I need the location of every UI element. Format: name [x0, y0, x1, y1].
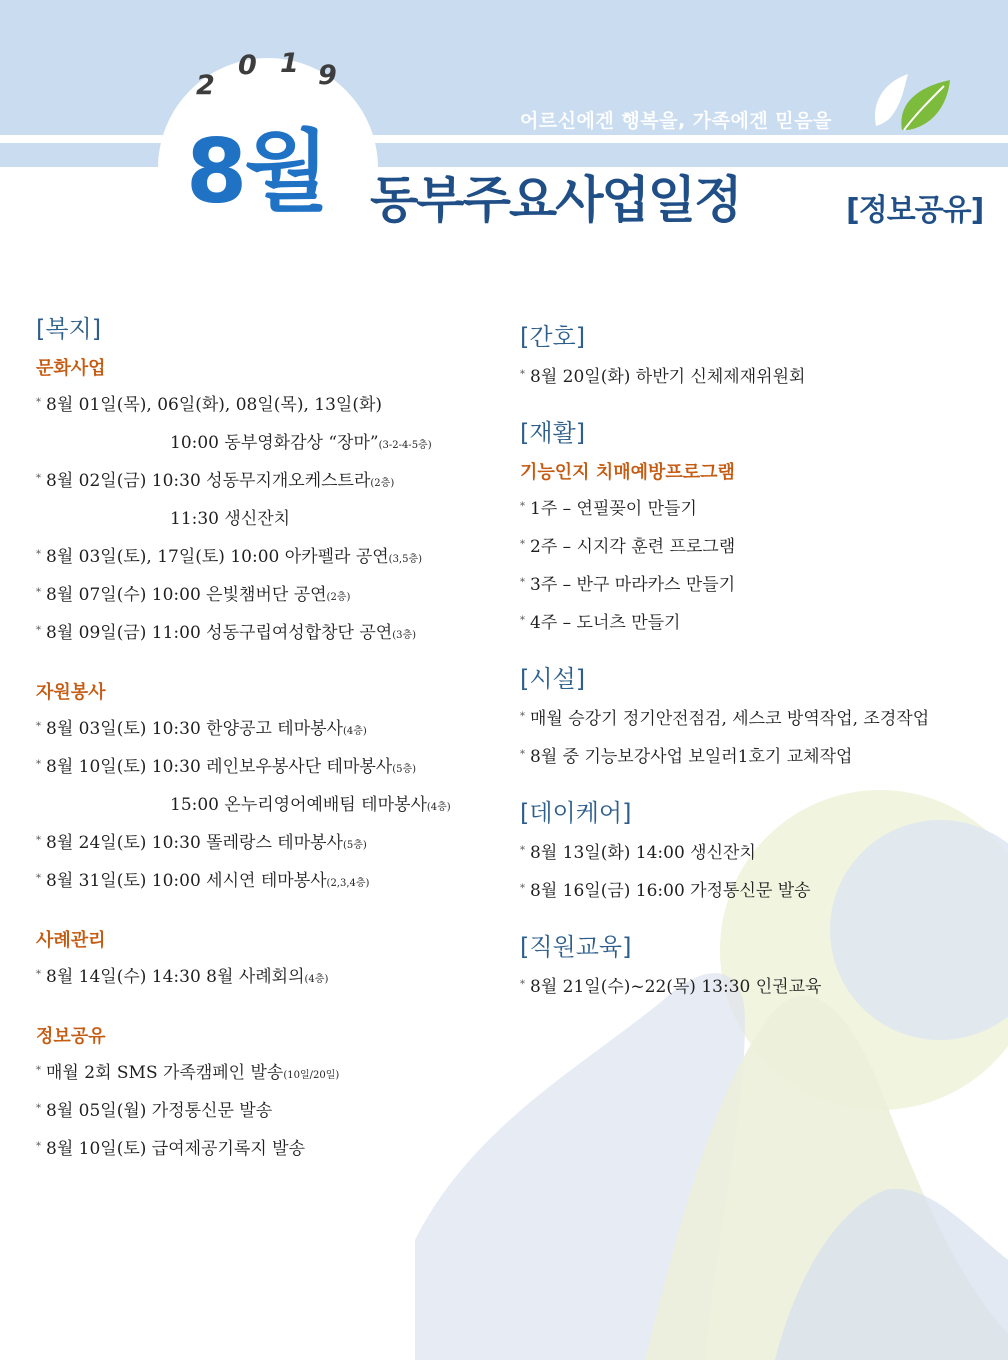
bullet-mark: * [36, 969, 41, 980]
spacer [520, 916, 1000, 930]
list-item: * 8월 01일(목), 06일(화), 08일(목), 13일(화) [36, 395, 383, 415]
bullet-mark: * [36, 625, 41, 636]
subcategory-rehab-program: 기능인지 치매예방프로그램 [520, 462, 735, 483]
list-item: * 매월 승강기 정기안전점검, 세스코 방역작업, 조경작업 [520, 709, 930, 729]
list-item: * 1주 – 연필꽂이 만들기 [520, 499, 697, 519]
right-column [520, 320, 1000, 1012]
category-daycare: [데이케어] [520, 799, 632, 827]
sub-title: [정보공유] [846, 193, 984, 228]
list-item: * 3주 – 반구 마라카스 만들기 [520, 575, 736, 595]
bullet-mark: * [520, 539, 525, 550]
list-item: * 8월 03일(토), 17일(토) 10:00 아카펠라 공연(3,5층) [36, 547, 423, 567]
list-item: 11:30 생신잔치 [170, 509, 291, 529]
bullet-mark: * [36, 549, 41, 560]
subcategory-culture: 문화사업 [36, 358, 106, 379]
list-item: 10:00 동부영화감상 “장마”(3-2-4-5층) [170, 433, 432, 453]
bullet-mark: * [36, 473, 41, 484]
subcategory-case: 사례관리 [36, 930, 106, 951]
list-item: * 매월 2회 SMS 가족캠페인 발송(10일/20일) [36, 1063, 340, 1083]
left-column [36, 312, 506, 1174]
bullet-mark: * [36, 1065, 41, 1076]
bullet-mark: * [520, 501, 525, 512]
subcategory-volunteer: 자원봉사 [36, 682, 106, 703]
bullet-mark: * [36, 873, 41, 884]
spacer [36, 1002, 506, 1024]
main-title: 동부주요사업일정 [370, 171, 741, 229]
year-digit: 9 [318, 60, 337, 91]
category-welfare: [복지] [36, 315, 102, 343]
list-item: * 8월 24일(토) 10:30 똘레랑스 테마봉사(5층) [36, 833, 367, 853]
list-item: * 8월 31일(토) 10:00 세시연 테마봉사(2,3,4층) [36, 871, 370, 891]
list-item: * 4주 – 도너츠 만들기 [520, 613, 681, 633]
list-item: * 8월 10일(토) 급여제공기록지 발송 [36, 1139, 305, 1159]
list-item: * 8월 21일(수)~22(목) 13:30 인권교육 [520, 977, 822, 997]
spacer [36, 658, 506, 680]
spacer [520, 782, 1000, 796]
list-item: * 8월 02일(금) 10:30 성동무지개오케스트라(2층) [36, 471, 395, 491]
list-item: * 8월 03일(토) 10:30 한양공고 테마봉사(4층) [36, 719, 367, 739]
bullet-mark: * [520, 711, 525, 722]
list-item: * 8월 09일(금) 11:00 성동구립여성합창단 공연(3층) [36, 623, 417, 643]
year-digit: 1 [280, 48, 299, 79]
bullet-mark: * [36, 759, 41, 770]
header-band-lower [0, 143, 1008, 167]
spacer [36, 906, 506, 928]
bullet-mark: * [520, 369, 525, 380]
bullet-mark: * [36, 835, 41, 846]
list-item: * 8월 중 기능보강사업 보일러1호기 교체작업 [520, 747, 853, 767]
bullet-mark: * [36, 1103, 41, 1114]
list-item: * 8월 16일(금) 16:00 가정통신문 발송 [520, 881, 811, 901]
bullet-mark: * [36, 1141, 41, 1152]
bullet-mark: * [520, 749, 525, 760]
spacer [520, 648, 1000, 662]
list-item: * 8월 20일(화) 하반기 신체제재위원회 [520, 367, 806, 387]
header-divider-line [0, 135, 1008, 143]
list-item: * 8월 10일(토) 10:30 레인보우봉사단 테마봉사(5층) [36, 757, 417, 777]
category-rehab: [재활] [520, 419, 586, 447]
leaf-logo-icon [868, 70, 954, 134]
category-facility: [시설] [520, 665, 586, 693]
year-digit: 2 [196, 70, 215, 101]
bullet-mark: * [36, 397, 41, 408]
year-label [190, 48, 350, 101]
list-item: * 8월 14일(수) 14:30 8월 사례회의(4층) [36, 967, 329, 987]
bullet-mark: * [520, 615, 525, 626]
slogan: 어르신에겐 행복을, 가족에겐 믿음을 [520, 110, 832, 132]
header-band [0, 0, 1008, 135]
category-staff-education: [직원교육] [520, 933, 632, 961]
category-nursing: [간호] [520, 323, 586, 351]
list-item: * 2주 – 시지각 훈련 프로그램 [520, 537, 736, 557]
list-item: * 8월 07일(수) 10:00 은빛챔버단 공연(2층) [36, 585, 351, 605]
bullet-mark: * [36, 721, 41, 732]
list-item: * 8월 13일(화) 14:00 생신잔치 [520, 843, 756, 863]
bullet-mark: * [36, 587, 41, 598]
spacer [520, 402, 1000, 416]
bullet-mark: * [520, 845, 525, 856]
year-digit: 0 [238, 50, 257, 81]
bullet-mark: * [520, 883, 525, 894]
bullet-mark: * [520, 979, 525, 990]
month-title: 8월 [186, 120, 327, 223]
list-item: 15:00 온누리영어예배팀 테마봉사(4층) [170, 795, 451, 815]
subcategory-info: 정보공유 [36, 1026, 106, 1047]
list-item: * 8월 05일(월) 가정통신문 발송 [36, 1101, 273, 1121]
bullet-mark: * [520, 577, 525, 588]
